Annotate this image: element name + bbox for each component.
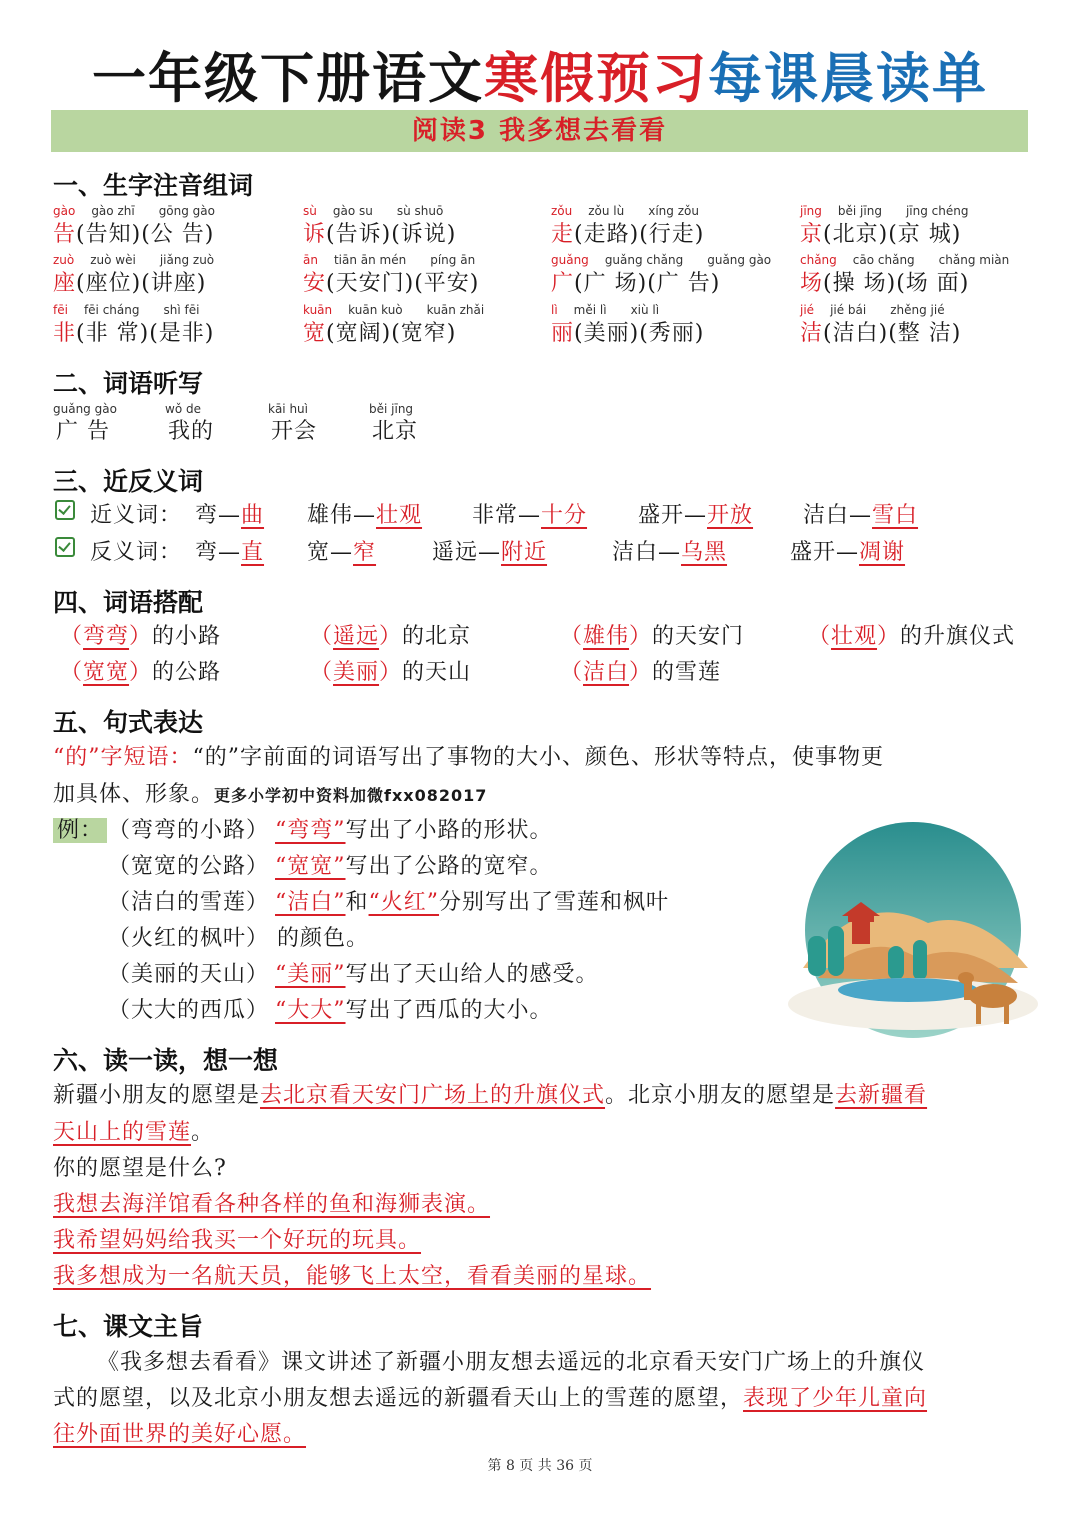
char-pinyin: chǎng xyxy=(800,253,837,267)
reading-question: 你的愿望是什么? xyxy=(53,1156,227,1181)
collocation-answer: 壮观 xyxy=(831,624,878,649)
word-pinyin: guǎng gào xyxy=(707,253,772,267)
wish-answer: 我多想成为一名航天员，能够飞上太空，看看美丽的星球。 xyxy=(53,1264,652,1289)
synonym-word: 非常— xyxy=(472,503,542,528)
char-pinyin: sù xyxy=(303,204,317,218)
synonym-pair xyxy=(472,498,587,529)
xinjiang-landscape-illustration xyxy=(778,818,1048,1048)
example-phrase: （宽宽的公路） xyxy=(108,854,270,879)
char-row xyxy=(53,316,214,347)
char-pinyin: gào xyxy=(53,204,76,218)
char-pinyin: lì xyxy=(551,303,558,317)
target-char: 京 xyxy=(800,222,824,247)
antonym-pair xyxy=(612,535,727,566)
word-2: (宽窄) xyxy=(391,321,457,346)
word-2: (场 面) xyxy=(896,271,970,296)
bracket: ） xyxy=(629,624,653,649)
bracket: ） xyxy=(379,660,403,685)
char-pinyin: ān xyxy=(303,253,318,267)
title-part-3: 每课晨读单 xyxy=(708,47,988,110)
pinyin-row xyxy=(800,204,968,218)
word-1: (告诉) xyxy=(326,222,392,247)
example-line xyxy=(108,957,599,988)
pinyin-row xyxy=(800,303,945,317)
pinyin-row xyxy=(551,204,699,218)
section-2-heading: 二、词语听写 xyxy=(53,369,204,398)
example-conj: 和 xyxy=(345,890,369,915)
pinyin-row xyxy=(53,253,214,267)
synonym-answer: 壮观 xyxy=(376,503,423,528)
word-pinyin: sù shuō xyxy=(396,204,444,218)
word-2: (行走) xyxy=(639,222,705,247)
synonym-label: 近义词： xyxy=(90,503,183,528)
example-line xyxy=(108,993,553,1024)
word-1: (操 场) xyxy=(823,271,897,296)
word-1: (天安门) xyxy=(326,271,415,296)
antonym-pair xyxy=(307,535,376,566)
collocation-noun: 的小路 xyxy=(152,624,222,649)
word-2: (广 告) xyxy=(647,271,721,296)
word-pinyin: zhěng jié xyxy=(890,303,945,317)
dictation-pinyin: kāi huì xyxy=(268,402,308,416)
section-4-heading: 四、词语搭配 xyxy=(53,588,204,617)
word-1: (广 场) xyxy=(574,271,648,296)
synonym-word: 盛开— xyxy=(638,503,708,528)
word-pinyin: guǎng chǎng xyxy=(604,253,684,267)
word-pinyin: gào su xyxy=(332,204,373,218)
antonym-answer: 附近 xyxy=(501,540,548,565)
reading-line-1: 新疆小朋友的愿望是去北京看天安门广场上的升旗仪式。北京小朋友的愿望是去新疆看 xyxy=(53,1083,928,1108)
char-row xyxy=(303,316,456,347)
char-row xyxy=(551,316,704,347)
collocation-answer: 美丽 xyxy=(333,660,380,685)
synonym-answer: 曲 xyxy=(241,503,265,528)
word-pinyin: fēi cháng xyxy=(83,303,140,317)
bracket: ） xyxy=(877,624,901,649)
pinyin-row xyxy=(551,303,659,317)
char-pinyin: zuò xyxy=(53,253,75,267)
char-pinyin: jīng xyxy=(800,204,822,218)
expression-term: “的”字短语： xyxy=(53,745,193,770)
check-icon xyxy=(55,537,75,561)
antonym-answer: 窄 xyxy=(353,540,377,565)
synonym-pair xyxy=(307,498,422,529)
example-explain: 写出了小路的形状。 xyxy=(345,818,553,843)
word-pinyin: píng ān xyxy=(430,253,476,267)
expression-line-1 xyxy=(53,740,884,771)
antonym-answer: 凋谢 xyxy=(859,540,906,565)
page-title xyxy=(0,36,1080,113)
pinyin-row xyxy=(53,204,215,218)
synonym-pair xyxy=(195,498,264,529)
bracket: ） xyxy=(129,660,153,685)
word-pinyin: xíng zǒu xyxy=(648,204,699,218)
example-explain: 分别写出了雪莲和枫叶 xyxy=(439,890,670,915)
word-pinyin: jiǎng zuò xyxy=(159,253,215,267)
expression-line-2 xyxy=(53,777,487,808)
answer-blank: 去北京看天安门广场上的升旗仪式 xyxy=(260,1083,606,1108)
dictation-pinyin: wǒ de xyxy=(165,402,201,416)
dictation-pinyin: guǎng gào xyxy=(53,402,117,416)
word-pinyin: tiān ān mén xyxy=(333,253,407,267)
bracket: （ xyxy=(808,624,832,649)
bracket: （ xyxy=(310,660,334,685)
collocation-answer: 雄伟 xyxy=(583,624,630,649)
expression-text-1: “的”字前面的词语写出了事物的大小、颜色、形状等特点，使事物更 xyxy=(192,745,884,770)
word-1: (北京) xyxy=(823,222,889,247)
example-explain: 的颜色。 xyxy=(269,926,370,951)
bracket: ） xyxy=(629,660,653,685)
collocation xyxy=(560,619,744,650)
bracket: ） xyxy=(129,624,153,649)
synonym-pair xyxy=(638,498,753,529)
target-char: 安 xyxy=(303,271,327,296)
dictation-word: 开会 xyxy=(271,419,318,444)
page-number: 第 8 页 共 36 页 xyxy=(487,1458,593,1474)
example-explain: 写出了西瓜的大小。 xyxy=(345,998,553,1023)
dictation-word: 我的 xyxy=(168,419,215,444)
char-row xyxy=(303,266,479,297)
title-part-2: 寒假预习 xyxy=(484,36,708,113)
theme-line-1: 《我多想去看看》课文讲述了新疆小朋友想去遥远的北京看天安门广场上的升旗仪 xyxy=(97,1350,926,1375)
word-2: (诉说) xyxy=(391,222,457,247)
example-phrase: （弯弯的小路） xyxy=(108,818,270,843)
char-row xyxy=(53,266,206,297)
example-line xyxy=(108,921,369,952)
bracket: （ xyxy=(560,624,584,649)
word-1: (告知) xyxy=(76,222,142,247)
pinyin-row xyxy=(551,253,771,267)
collocation xyxy=(560,655,721,686)
theme-highlight: 往外面世界的美好心愿。 xyxy=(53,1422,307,1447)
section-1-heading: 一、生字注音组词 xyxy=(53,171,254,200)
synonym-word: 弯— xyxy=(195,503,242,528)
collocation-noun: 的天山 xyxy=(402,660,472,685)
dictation-word: 广 告 xyxy=(56,419,110,444)
char-row xyxy=(551,217,704,248)
antonym-label: 反义词： xyxy=(90,540,183,565)
example-answer: “宽宽” xyxy=(275,854,346,879)
dictation-word: 北京 xyxy=(372,419,419,444)
example-phrase: （洁白的雪莲） xyxy=(108,890,270,915)
collocation xyxy=(808,619,1015,650)
answer-blank: 天山上的雪莲 xyxy=(53,1120,192,1145)
target-char: 洁 xyxy=(800,321,824,346)
collocation-noun: 的雪莲 xyxy=(652,660,722,685)
example-answer: “弯弯” xyxy=(275,818,346,843)
collocation-answer: 宽宽 xyxy=(83,660,130,685)
pinyin-row xyxy=(303,204,443,218)
section-6-heading: 六、读一读，想一想 xyxy=(53,1046,279,1075)
word-pinyin: chǎng miàn xyxy=(938,253,1010,267)
target-char: 诉 xyxy=(303,222,327,247)
answer-blank: 去新疆看 xyxy=(835,1083,928,1108)
example-answer: “洁白” xyxy=(275,890,346,915)
bracket: （ xyxy=(560,660,584,685)
char-pinyin: jié xyxy=(800,303,815,317)
pinyin-row xyxy=(303,303,484,317)
wish-answer: 我希望妈妈给我买一个好玩的玩具。 xyxy=(53,1228,422,1253)
target-char: 丽 xyxy=(551,321,575,346)
check-icon xyxy=(55,500,75,524)
word-pinyin: jīng chéng xyxy=(905,204,969,218)
expression-text-2: 加具体、形象。 xyxy=(53,782,215,807)
collocation-noun: 的升旗仪式 xyxy=(900,624,1016,649)
example-answer: “火红” xyxy=(368,890,440,915)
bracket: （ xyxy=(60,624,84,649)
antonym-word: 宽— xyxy=(307,540,354,565)
wish-answer: 我想去海洋馆看各种各样的鱼和海狮表演。 xyxy=(53,1192,491,1217)
antonym-pair xyxy=(432,535,547,566)
example-explain: 写出了公路的宽窄。 xyxy=(345,854,553,879)
word-pinyin: kuān zhǎi xyxy=(426,303,485,317)
synonym-answer: 开放 xyxy=(707,503,754,528)
char-pinyin: fēi xyxy=(53,303,68,317)
section-5-heading: 五、句式表达 xyxy=(53,708,204,737)
word-pinyin: shì fēi xyxy=(163,303,200,317)
example-line xyxy=(108,813,553,844)
word-2: (京 城) xyxy=(888,222,962,247)
char-row xyxy=(551,266,720,297)
target-char: 宽 xyxy=(303,321,327,346)
char-pinyin: guǎng xyxy=(551,253,589,267)
word-1: (非 常) xyxy=(76,321,150,346)
section-7-heading: 七、课文主旨 xyxy=(53,1312,204,1341)
target-char: 非 xyxy=(53,321,77,346)
collocation-answer: 遥远 xyxy=(333,624,380,649)
example-line xyxy=(108,849,553,880)
word-1: (座位) xyxy=(76,271,142,296)
word-2: (平安) xyxy=(414,271,480,296)
collocation-answer: 弯弯 xyxy=(83,624,130,649)
bracket: ） xyxy=(379,624,403,649)
lesson-banner: 阅读3 我多想去看看 xyxy=(51,110,1028,152)
synonym-answer: 十分 xyxy=(541,503,588,528)
antonym-answer: 直 xyxy=(241,540,265,565)
pinyin-row xyxy=(53,303,199,317)
word-1: (走路) xyxy=(574,222,640,247)
synonym-word: 洁白— xyxy=(803,503,873,528)
title-part-1: 一年级下册语文 xyxy=(92,47,484,110)
char-row xyxy=(800,266,969,297)
theme-line-3 xyxy=(53,1417,306,1448)
word-pinyin: zuò wèi xyxy=(90,253,136,267)
word-pinyin: zǒu lù xyxy=(588,204,625,218)
antonym-word: 盛开— xyxy=(790,540,860,565)
word-1: (洁白) xyxy=(823,321,889,346)
example-phrase: （火红的枫叶） xyxy=(108,926,270,951)
synonym-word: 雄伟— xyxy=(307,503,377,528)
synonym-pair xyxy=(803,498,918,529)
word-2: (整 洁) xyxy=(888,321,962,346)
char-row xyxy=(303,217,456,248)
collocation xyxy=(310,655,471,686)
word-2: (讲座) xyxy=(141,271,207,296)
target-char: 场 xyxy=(800,271,824,296)
char-pinyin: kuān xyxy=(303,303,333,317)
word-pinyin: kuān kuò xyxy=(348,303,403,317)
char-pinyin: zǒu xyxy=(551,204,573,218)
collocation-noun: 的公路 xyxy=(152,660,222,685)
antonym-pair xyxy=(195,535,264,566)
collocation xyxy=(60,655,221,686)
word-pinyin: jié bái xyxy=(830,303,867,317)
example-explain: 写出了天山给人的感受。 xyxy=(345,962,599,987)
pinyin-row xyxy=(800,253,1009,267)
word-pinyin: cāo chǎng xyxy=(852,253,915,267)
word-pinyin: gào zhī xyxy=(91,204,135,218)
char-row xyxy=(800,316,961,347)
antonym-answer: 乌黑 xyxy=(681,540,728,565)
collocation xyxy=(310,619,471,650)
word-pinyin: gōng gào xyxy=(158,204,215,218)
example-phrase: （大大的西瓜） xyxy=(108,998,270,1023)
word-pinyin: měi lì xyxy=(573,303,607,317)
example-phrase: （美丽的天山） xyxy=(108,962,270,987)
antonym-pair xyxy=(790,535,905,566)
theme-highlight: 表现了少年儿童向 xyxy=(743,1386,928,1411)
pinyin-row xyxy=(303,253,475,267)
example-answer: “大大” xyxy=(275,998,346,1023)
bracket: （ xyxy=(310,624,334,649)
antonym-word: 弯— xyxy=(195,540,242,565)
theme-line-2: 式的愿望，以及北京小朋友想去遥远的新疆看天山上的雪莲的愿望，表现了少年儿童向 xyxy=(53,1386,928,1411)
bracket: （ xyxy=(60,660,84,685)
example-tag: 例： xyxy=(53,813,107,844)
antonym-word: 洁白— xyxy=(612,540,682,565)
dictation-pinyin: běi jīng xyxy=(369,402,414,416)
word-2: (公 告) xyxy=(141,222,215,247)
section-3-heading: 三、近反义词 xyxy=(53,467,204,496)
word-1: (宽阔) xyxy=(326,321,392,346)
char-row xyxy=(53,217,214,248)
word-2: (是非) xyxy=(149,321,215,346)
target-char: 告 xyxy=(53,222,77,247)
promo-note: 更多小学初中资料加微fxx082017 xyxy=(214,786,488,805)
char-row xyxy=(800,217,961,248)
word-1: (美丽) xyxy=(574,321,640,346)
reading-line-2: 天山上的雪莲。 xyxy=(53,1120,215,1145)
example-line xyxy=(108,885,669,916)
collocation xyxy=(60,619,221,650)
collocation-noun: 的北京 xyxy=(402,624,472,649)
target-char: 走 xyxy=(551,222,575,247)
word-2: (秀丽) xyxy=(639,321,705,346)
target-char: 座 xyxy=(53,271,77,296)
example-answer: “美丽” xyxy=(275,962,346,987)
collocation-answer: 洁白 xyxy=(583,660,630,685)
word-pinyin: běi jīng xyxy=(837,204,882,218)
synonym-answer: 雪白 xyxy=(872,503,919,528)
target-char: 广 xyxy=(551,271,575,296)
collocation-noun: 的天安门 xyxy=(652,624,745,649)
word-pinyin: xiù lì xyxy=(630,303,660,317)
antonym-word: 遥远— xyxy=(432,540,502,565)
